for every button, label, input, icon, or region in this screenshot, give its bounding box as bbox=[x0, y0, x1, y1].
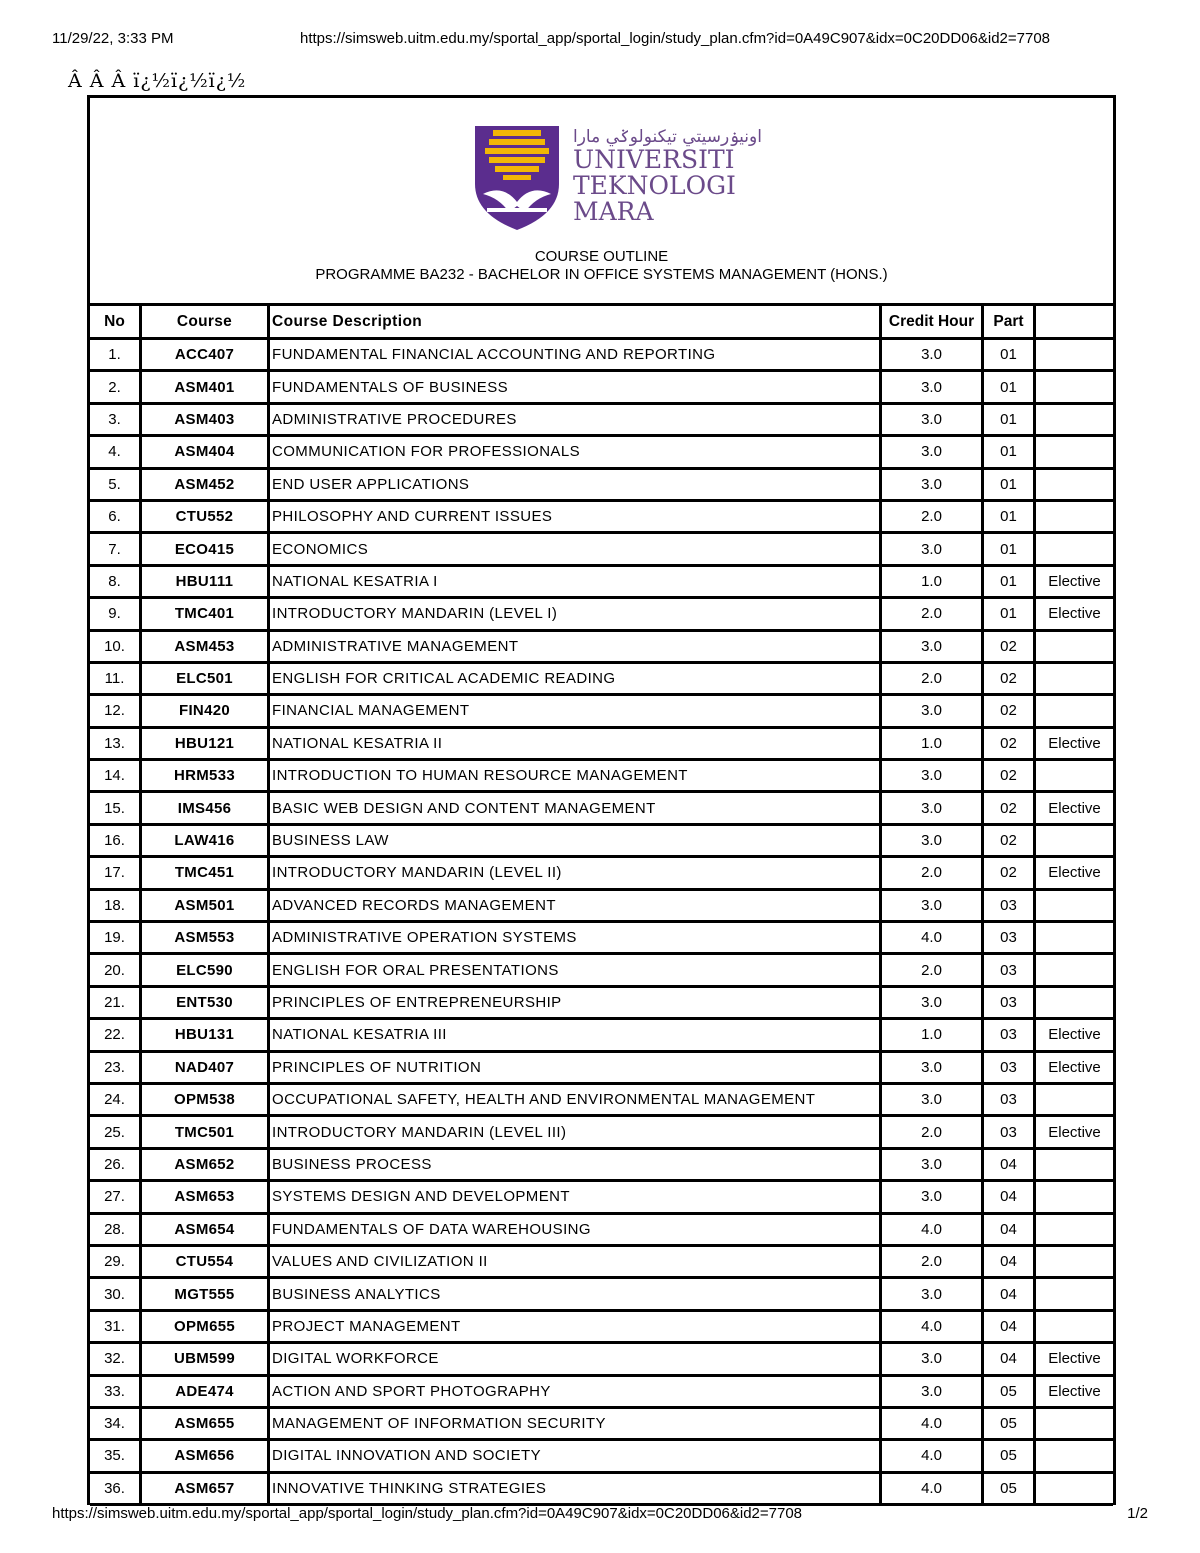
table-row bbox=[90, 793, 1113, 825]
part: 05 bbox=[984, 1441, 1036, 1473]
row-number: 17. bbox=[90, 858, 142, 890]
course-description: INTRODUCTORY MANDARIN (LEVEL II) bbox=[270, 858, 882, 890]
part: 01 bbox=[984, 534, 1036, 566]
elective-remark bbox=[1036, 1247, 1113, 1279]
elective-remark bbox=[1036, 1182, 1113, 1214]
row-number: 8. bbox=[90, 567, 142, 599]
course-code: HBU131 bbox=[142, 1020, 270, 1052]
elective-remark bbox=[1036, 1312, 1113, 1344]
course-description: INNOVATIVE THINKING STRATEGIES bbox=[270, 1474, 882, 1506]
part: 01 bbox=[984, 437, 1036, 469]
table-row bbox=[90, 1117, 1113, 1149]
course-description: ENGLISH FOR CRITICAL ACADEMIC READING bbox=[270, 664, 882, 696]
part: 03 bbox=[984, 988, 1036, 1020]
jawi-text: اونيۏرسيتي تيكنولوݢي مارا bbox=[573, 127, 762, 147]
credit-hour: 3.0 bbox=[882, 1279, 984, 1311]
credit-hour: 2.0 bbox=[882, 858, 984, 890]
row-number: 20. bbox=[90, 955, 142, 987]
table-row bbox=[90, 1085, 1113, 1117]
part: 05 bbox=[984, 1409, 1036, 1441]
elective-remark bbox=[1036, 372, 1113, 404]
uitm-logo bbox=[473, 122, 762, 232]
course-description: ECONOMICS bbox=[270, 534, 882, 566]
credit-hour: 3.0 bbox=[882, 1182, 984, 1214]
table-row bbox=[90, 696, 1113, 728]
table-row bbox=[90, 437, 1113, 469]
course-code: ACC407 bbox=[142, 340, 270, 372]
course-code: CTU552 bbox=[142, 502, 270, 534]
credit-hour: 2.0 bbox=[882, 1247, 984, 1279]
course-code: ASM653 bbox=[142, 1182, 270, 1214]
course-code: MGT555 bbox=[142, 1279, 270, 1311]
part: 02 bbox=[984, 858, 1036, 890]
course-description: PROJECT MANAGEMENT bbox=[270, 1312, 882, 1344]
part: 04 bbox=[984, 1215, 1036, 1247]
row-number: 27. bbox=[90, 1182, 142, 1214]
document-title: COURSE OUTLINE bbox=[534, 248, 669, 265]
elective-remark bbox=[1036, 1215, 1113, 1247]
course-description: INTRODUCTION TO HUMAN RESOURCE MANAGEMENT bbox=[270, 761, 882, 793]
header-course: Course bbox=[142, 306, 270, 340]
elective-remark: Elective bbox=[1036, 1344, 1113, 1376]
table-row bbox=[90, 1409, 1113, 1441]
header-credit-hour: Credit Hour bbox=[882, 306, 984, 340]
part: 03 bbox=[984, 891, 1036, 923]
elective-remark bbox=[1036, 632, 1113, 664]
course-description: ENGLISH FOR ORAL PRESENTATIONS bbox=[270, 955, 882, 987]
course-description: VALUES AND CIVILIZATION II bbox=[270, 1247, 882, 1279]
row-number: 19. bbox=[90, 923, 142, 955]
table-row bbox=[90, 858, 1113, 890]
course-code: FIN420 bbox=[142, 696, 270, 728]
elective-remark bbox=[1036, 470, 1113, 502]
row-number: 1. bbox=[90, 340, 142, 372]
table-row bbox=[90, 891, 1113, 923]
part: 03 bbox=[984, 1053, 1036, 1085]
course-outline-document bbox=[87, 95, 1116, 1505]
credit-hour: 3.0 bbox=[882, 372, 984, 404]
elective-remark: Elective bbox=[1036, 599, 1113, 631]
part: 02 bbox=[984, 696, 1036, 728]
elective-remark bbox=[1036, 405, 1113, 437]
course-description: PRINCIPLES OF ENTREPRENEURSHIP bbox=[270, 988, 882, 1020]
row-number: 28. bbox=[90, 1215, 142, 1247]
course-code: NAD407 bbox=[142, 1053, 270, 1085]
part: 01 bbox=[984, 599, 1036, 631]
course-description: BUSINESS PROCESS bbox=[270, 1150, 882, 1182]
part: 03 bbox=[984, 1085, 1036, 1117]
course-code: ASM655 bbox=[142, 1409, 270, 1441]
page-number: 1/2 bbox=[1127, 1505, 1148, 1522]
credit-hour: 4.0 bbox=[882, 1409, 984, 1441]
print-url[interactable]: https://simsweb.uitm.edu.my/sportal_app/sportal_login/study_plan.cfm?id=0A49C907&idx=0C20DD06&id2=7708 bbox=[300, 30, 1051, 47]
credit-hour: 3.0 bbox=[882, 340, 984, 372]
credit-hour: 3.0 bbox=[882, 826, 984, 858]
course-description: FUNDAMENTALS OF DATA WAREHOUSING bbox=[270, 1215, 882, 1247]
table-row bbox=[90, 1474, 1113, 1506]
course-description: ADMINISTRATIVE MANAGEMENT bbox=[270, 632, 882, 664]
elective-remark: Elective bbox=[1036, 1053, 1113, 1085]
elective-remark: Elective bbox=[1036, 567, 1113, 599]
credit-hour: 2.0 bbox=[882, 502, 984, 534]
part: 04 bbox=[984, 1279, 1036, 1311]
course-code: ADE474 bbox=[142, 1377, 270, 1409]
document-banner bbox=[90, 98, 1113, 306]
course-description: ADMINISTRATIVE OPERATION SYSTEMS bbox=[270, 923, 882, 955]
row-number: 31. bbox=[90, 1312, 142, 1344]
table-row bbox=[90, 923, 1113, 955]
table-row bbox=[90, 470, 1113, 502]
course-description: FUNDAMENTALS OF BUSINESS bbox=[270, 372, 882, 404]
elective-remark: Elective bbox=[1036, 1377, 1113, 1409]
elective-remark bbox=[1036, 891, 1113, 923]
elective-remark bbox=[1036, 1279, 1113, 1311]
part: 05 bbox=[984, 1474, 1036, 1506]
table-row bbox=[90, 1247, 1113, 1279]
course-code: HBU121 bbox=[142, 729, 270, 761]
row-number: 36. bbox=[90, 1474, 142, 1506]
row-number: 13. bbox=[90, 729, 142, 761]
elective-remark bbox=[1036, 502, 1113, 534]
part: 01 bbox=[984, 470, 1036, 502]
header-no: No bbox=[90, 306, 142, 340]
table-row bbox=[90, 1441, 1113, 1473]
logo-word-3: MARA bbox=[573, 197, 654, 226]
table-row bbox=[90, 1215, 1113, 1247]
credit-hour: 1.0 bbox=[882, 729, 984, 761]
course-code: ASM657 bbox=[142, 1474, 270, 1506]
course-description: INTRODUCTORY MANDARIN (LEVEL I) bbox=[270, 599, 882, 631]
course-code: ASM501 bbox=[142, 891, 270, 923]
print-timestamp: 11/29/22, 3:33 PM bbox=[52, 30, 174, 47]
part: 04 bbox=[984, 1312, 1036, 1344]
row-number: 35. bbox=[90, 1441, 142, 1473]
row-number: 4. bbox=[90, 437, 142, 469]
row-number: 3. bbox=[90, 405, 142, 437]
elective-remark: Elective bbox=[1036, 793, 1113, 825]
course-code: ASM553 bbox=[142, 923, 270, 955]
row-number: 24. bbox=[90, 1085, 142, 1117]
header-description: Course Description bbox=[270, 306, 882, 340]
table-row bbox=[90, 955, 1113, 987]
credit-hour: 3.0 bbox=[882, 1377, 984, 1409]
part: 04 bbox=[984, 1182, 1036, 1214]
elective-remark: Elective bbox=[1036, 1020, 1113, 1052]
table-row bbox=[90, 988, 1113, 1020]
elective-remark bbox=[1036, 988, 1113, 1020]
row-number: 5. bbox=[90, 470, 142, 502]
table-row bbox=[90, 599, 1113, 631]
course-code: LAW416 bbox=[142, 826, 270, 858]
elective-remark: Elective bbox=[1036, 1117, 1113, 1149]
elective-remark bbox=[1036, 1474, 1113, 1506]
row-number: 18. bbox=[90, 891, 142, 923]
table-row bbox=[90, 1377, 1113, 1409]
course-code: ASM453 bbox=[142, 632, 270, 664]
credit-hour: 3.0 bbox=[882, 1053, 984, 1085]
course-code: ASM452 bbox=[142, 470, 270, 502]
part: 04 bbox=[984, 1247, 1036, 1279]
part: 01 bbox=[984, 340, 1036, 372]
footer-url[interactable]: https://simsweb.uitm.edu.my/sportal_app/sportal_login/study_plan.cfm?id=0A49C907&idx=0C20DD06&id2=7708 bbox=[52, 1505, 803, 1522]
credit-hour: 2.0 bbox=[882, 1117, 984, 1149]
credit-hour: 3.0 bbox=[882, 988, 984, 1020]
row-number: 6. bbox=[90, 502, 142, 534]
table-row bbox=[90, 826, 1113, 858]
print-header bbox=[52, 30, 1140, 47]
course-code: OPM655 bbox=[142, 1312, 270, 1344]
course-code: HRM533 bbox=[142, 761, 270, 793]
row-number: 21. bbox=[90, 988, 142, 1020]
course-description: FINANCIAL MANAGEMENT bbox=[270, 696, 882, 728]
part: 02 bbox=[984, 729, 1036, 761]
row-number: 26. bbox=[90, 1150, 142, 1182]
course-description: ADMINISTRATIVE PROCEDURES bbox=[270, 405, 882, 437]
course-code: ASM401 bbox=[142, 372, 270, 404]
table-row bbox=[90, 1312, 1113, 1344]
row-number: 9. bbox=[90, 599, 142, 631]
part: 01 bbox=[984, 567, 1036, 599]
elective-remark bbox=[1036, 696, 1113, 728]
part: 02 bbox=[984, 664, 1036, 696]
credit-hour: 3.0 bbox=[882, 891, 984, 923]
course-code: UBM599 bbox=[142, 1344, 270, 1376]
course-description: MANAGEMENT OF INFORMATION SECURITY bbox=[270, 1409, 882, 1441]
row-number: 14. bbox=[90, 761, 142, 793]
credit-hour: 3.0 bbox=[882, 1085, 984, 1117]
course-description: FUNDAMENTAL FINANCIAL ACCOUNTING AND REPORTING bbox=[270, 340, 882, 372]
credit-hour: 3.0 bbox=[882, 534, 984, 566]
part: 04 bbox=[984, 1344, 1036, 1376]
logo-word-2: TEKNOLOGI bbox=[573, 171, 736, 200]
credit-hour: 3.0 bbox=[882, 437, 984, 469]
course-table bbox=[90, 306, 1113, 1506]
course-description: DIGITAL WORKFORCE bbox=[270, 1344, 882, 1376]
elective-remark bbox=[1036, 1085, 1113, 1117]
course-description: COMMUNICATION FOR PROFESSIONALS bbox=[270, 437, 882, 469]
credit-hour: 3.0 bbox=[882, 696, 984, 728]
elective-remark bbox=[1036, 340, 1113, 372]
elective-remark: Elective bbox=[1036, 858, 1113, 890]
elective-remark bbox=[1036, 664, 1113, 696]
course-description: END USER APPLICATIONS bbox=[270, 470, 882, 502]
part: 01 bbox=[984, 372, 1036, 404]
course-description: OCCUPATIONAL SAFETY, HEALTH AND ENVIRONMENTAL MANAGEMENT bbox=[270, 1085, 882, 1117]
row-number: 29. bbox=[90, 1247, 142, 1279]
credit-hour: 3.0 bbox=[882, 1344, 984, 1376]
elective-remark bbox=[1036, 1441, 1113, 1473]
credit-hour: 4.0 bbox=[882, 1474, 984, 1506]
course-description: BUSINESS LAW bbox=[270, 826, 882, 858]
logo-word-1: UNIVERSITI bbox=[573, 145, 735, 174]
table-row bbox=[90, 632, 1113, 664]
programme-title: PROGRAMME BA232 - BACHELOR IN OFFICE SYSTEMS MANAGEMENT (HONS.) bbox=[315, 266, 888, 283]
row-number: 32. bbox=[90, 1344, 142, 1376]
table-row bbox=[90, 729, 1113, 761]
course-code: CTU554 bbox=[142, 1247, 270, 1279]
credit-hour: 4.0 bbox=[882, 923, 984, 955]
part: 02 bbox=[984, 632, 1036, 664]
course-description: PRINCIPLES OF NUTRITION bbox=[270, 1053, 882, 1085]
course-code: HBU111 bbox=[142, 567, 270, 599]
course-code: ECO415 bbox=[142, 534, 270, 566]
course-description: SYSTEMS DESIGN AND DEVELOPMENT bbox=[270, 1182, 882, 1214]
course-code: TMC451 bbox=[142, 858, 270, 890]
table-header-row bbox=[90, 306, 1113, 340]
table-row bbox=[90, 1182, 1113, 1214]
course-code: ASM403 bbox=[142, 405, 270, 437]
credit-hour: 4.0 bbox=[882, 1441, 984, 1473]
table-row bbox=[90, 372, 1113, 404]
course-description: DIGITAL INNOVATION AND SOCIETY bbox=[270, 1441, 882, 1473]
elective-remark bbox=[1036, 826, 1113, 858]
course-code: ASM654 bbox=[142, 1215, 270, 1247]
table-row bbox=[90, 664, 1113, 696]
course-code: ELC590 bbox=[142, 955, 270, 987]
course-description: ACTION AND SPORT PHOTOGRAPHY bbox=[270, 1377, 882, 1409]
row-number: 11. bbox=[90, 664, 142, 696]
course-description: INTRODUCTORY MANDARIN (LEVEL III) bbox=[270, 1117, 882, 1149]
part: 03 bbox=[984, 1117, 1036, 1149]
course-code: ASM652 bbox=[142, 1150, 270, 1182]
credit-hour: 3.0 bbox=[882, 405, 984, 437]
elective-remark bbox=[1036, 1150, 1113, 1182]
table-row bbox=[90, 1279, 1113, 1311]
header-remark bbox=[1036, 306, 1113, 340]
row-number: 16. bbox=[90, 826, 142, 858]
part: 01 bbox=[984, 502, 1036, 534]
row-number: 2. bbox=[90, 372, 142, 404]
course-code: TMC501 bbox=[142, 1117, 270, 1149]
course-code: ENT530 bbox=[142, 988, 270, 1020]
elective-remark bbox=[1036, 955, 1113, 987]
part: 02 bbox=[984, 826, 1036, 858]
course-description: NATIONAL KESATRIA I bbox=[270, 567, 882, 599]
table-row bbox=[90, 534, 1113, 566]
course-description: NATIONAL KESATRIA II bbox=[270, 729, 882, 761]
course-code: ASM656 bbox=[142, 1441, 270, 1473]
row-number: 30. bbox=[90, 1279, 142, 1311]
table-row bbox=[90, 1150, 1113, 1182]
credit-hour: 2.0 bbox=[882, 664, 984, 696]
credit-hour: 3.0 bbox=[882, 470, 984, 502]
course-code: IMS456 bbox=[142, 793, 270, 825]
garbled-encoding-text: Â Â Â ï¿½ï¿½ï¿½ bbox=[68, 70, 247, 92]
course-description: NATIONAL KESATRIA III bbox=[270, 1020, 882, 1052]
table-row bbox=[90, 1344, 1113, 1376]
row-number: 23. bbox=[90, 1053, 142, 1085]
credit-hour: 1.0 bbox=[882, 1020, 984, 1052]
part: 02 bbox=[984, 761, 1036, 793]
table-row bbox=[90, 1053, 1113, 1085]
table-row bbox=[90, 405, 1113, 437]
part: 03 bbox=[984, 923, 1036, 955]
row-number: 34. bbox=[90, 1409, 142, 1441]
credit-hour: 4.0 bbox=[882, 1215, 984, 1247]
course-description: BUSINESS ANALYTICS bbox=[270, 1279, 882, 1311]
credit-hour: 4.0 bbox=[882, 1312, 984, 1344]
course-code: TMC401 bbox=[142, 599, 270, 631]
credit-hour: 2.0 bbox=[882, 599, 984, 631]
elective-remark bbox=[1036, 437, 1113, 469]
part: 04 bbox=[984, 1150, 1036, 1182]
elective-remark bbox=[1036, 761, 1113, 793]
credit-hour: 3.0 bbox=[882, 632, 984, 664]
table-row bbox=[90, 502, 1113, 534]
table-row bbox=[90, 761, 1113, 793]
credit-hour: 3.0 bbox=[882, 761, 984, 793]
row-number: 33. bbox=[90, 1377, 142, 1409]
table-row bbox=[90, 567, 1113, 599]
part: 03 bbox=[984, 955, 1036, 987]
elective-remark bbox=[1036, 1409, 1113, 1441]
course-description: ADVANCED RECORDS MANAGEMENT bbox=[270, 891, 882, 923]
table-row bbox=[90, 1020, 1113, 1052]
row-number: 22. bbox=[90, 1020, 142, 1052]
elective-remark: Elective bbox=[1036, 729, 1113, 761]
row-number: 25. bbox=[90, 1117, 142, 1149]
elective-remark bbox=[1036, 923, 1113, 955]
elective-remark bbox=[1036, 534, 1113, 566]
row-number: 7. bbox=[90, 534, 142, 566]
part: 05 bbox=[984, 1377, 1036, 1409]
part: 03 bbox=[984, 1020, 1036, 1052]
part: 02 bbox=[984, 793, 1036, 825]
header-part: Part bbox=[984, 306, 1036, 340]
course-code: ELC501 bbox=[142, 664, 270, 696]
credit-hour: 1.0 bbox=[882, 567, 984, 599]
course-code: ASM404 bbox=[142, 437, 270, 469]
credit-hour: 3.0 bbox=[882, 1150, 984, 1182]
course-description: BASIC WEB DESIGN AND CONTENT MANAGEMENT bbox=[270, 793, 882, 825]
credit-hour: 3.0 bbox=[882, 793, 984, 825]
row-number: 15. bbox=[90, 793, 142, 825]
table-row bbox=[90, 340, 1113, 372]
credit-hour: 2.0 bbox=[882, 955, 984, 987]
row-number: 10. bbox=[90, 632, 142, 664]
course-description: PHILOSOPHY AND CURRENT ISSUES bbox=[270, 502, 882, 534]
course-code: OPM538 bbox=[142, 1085, 270, 1117]
part: 01 bbox=[984, 405, 1036, 437]
print-footer bbox=[52, 1505, 1148, 1522]
row-number: 12. bbox=[90, 696, 142, 728]
